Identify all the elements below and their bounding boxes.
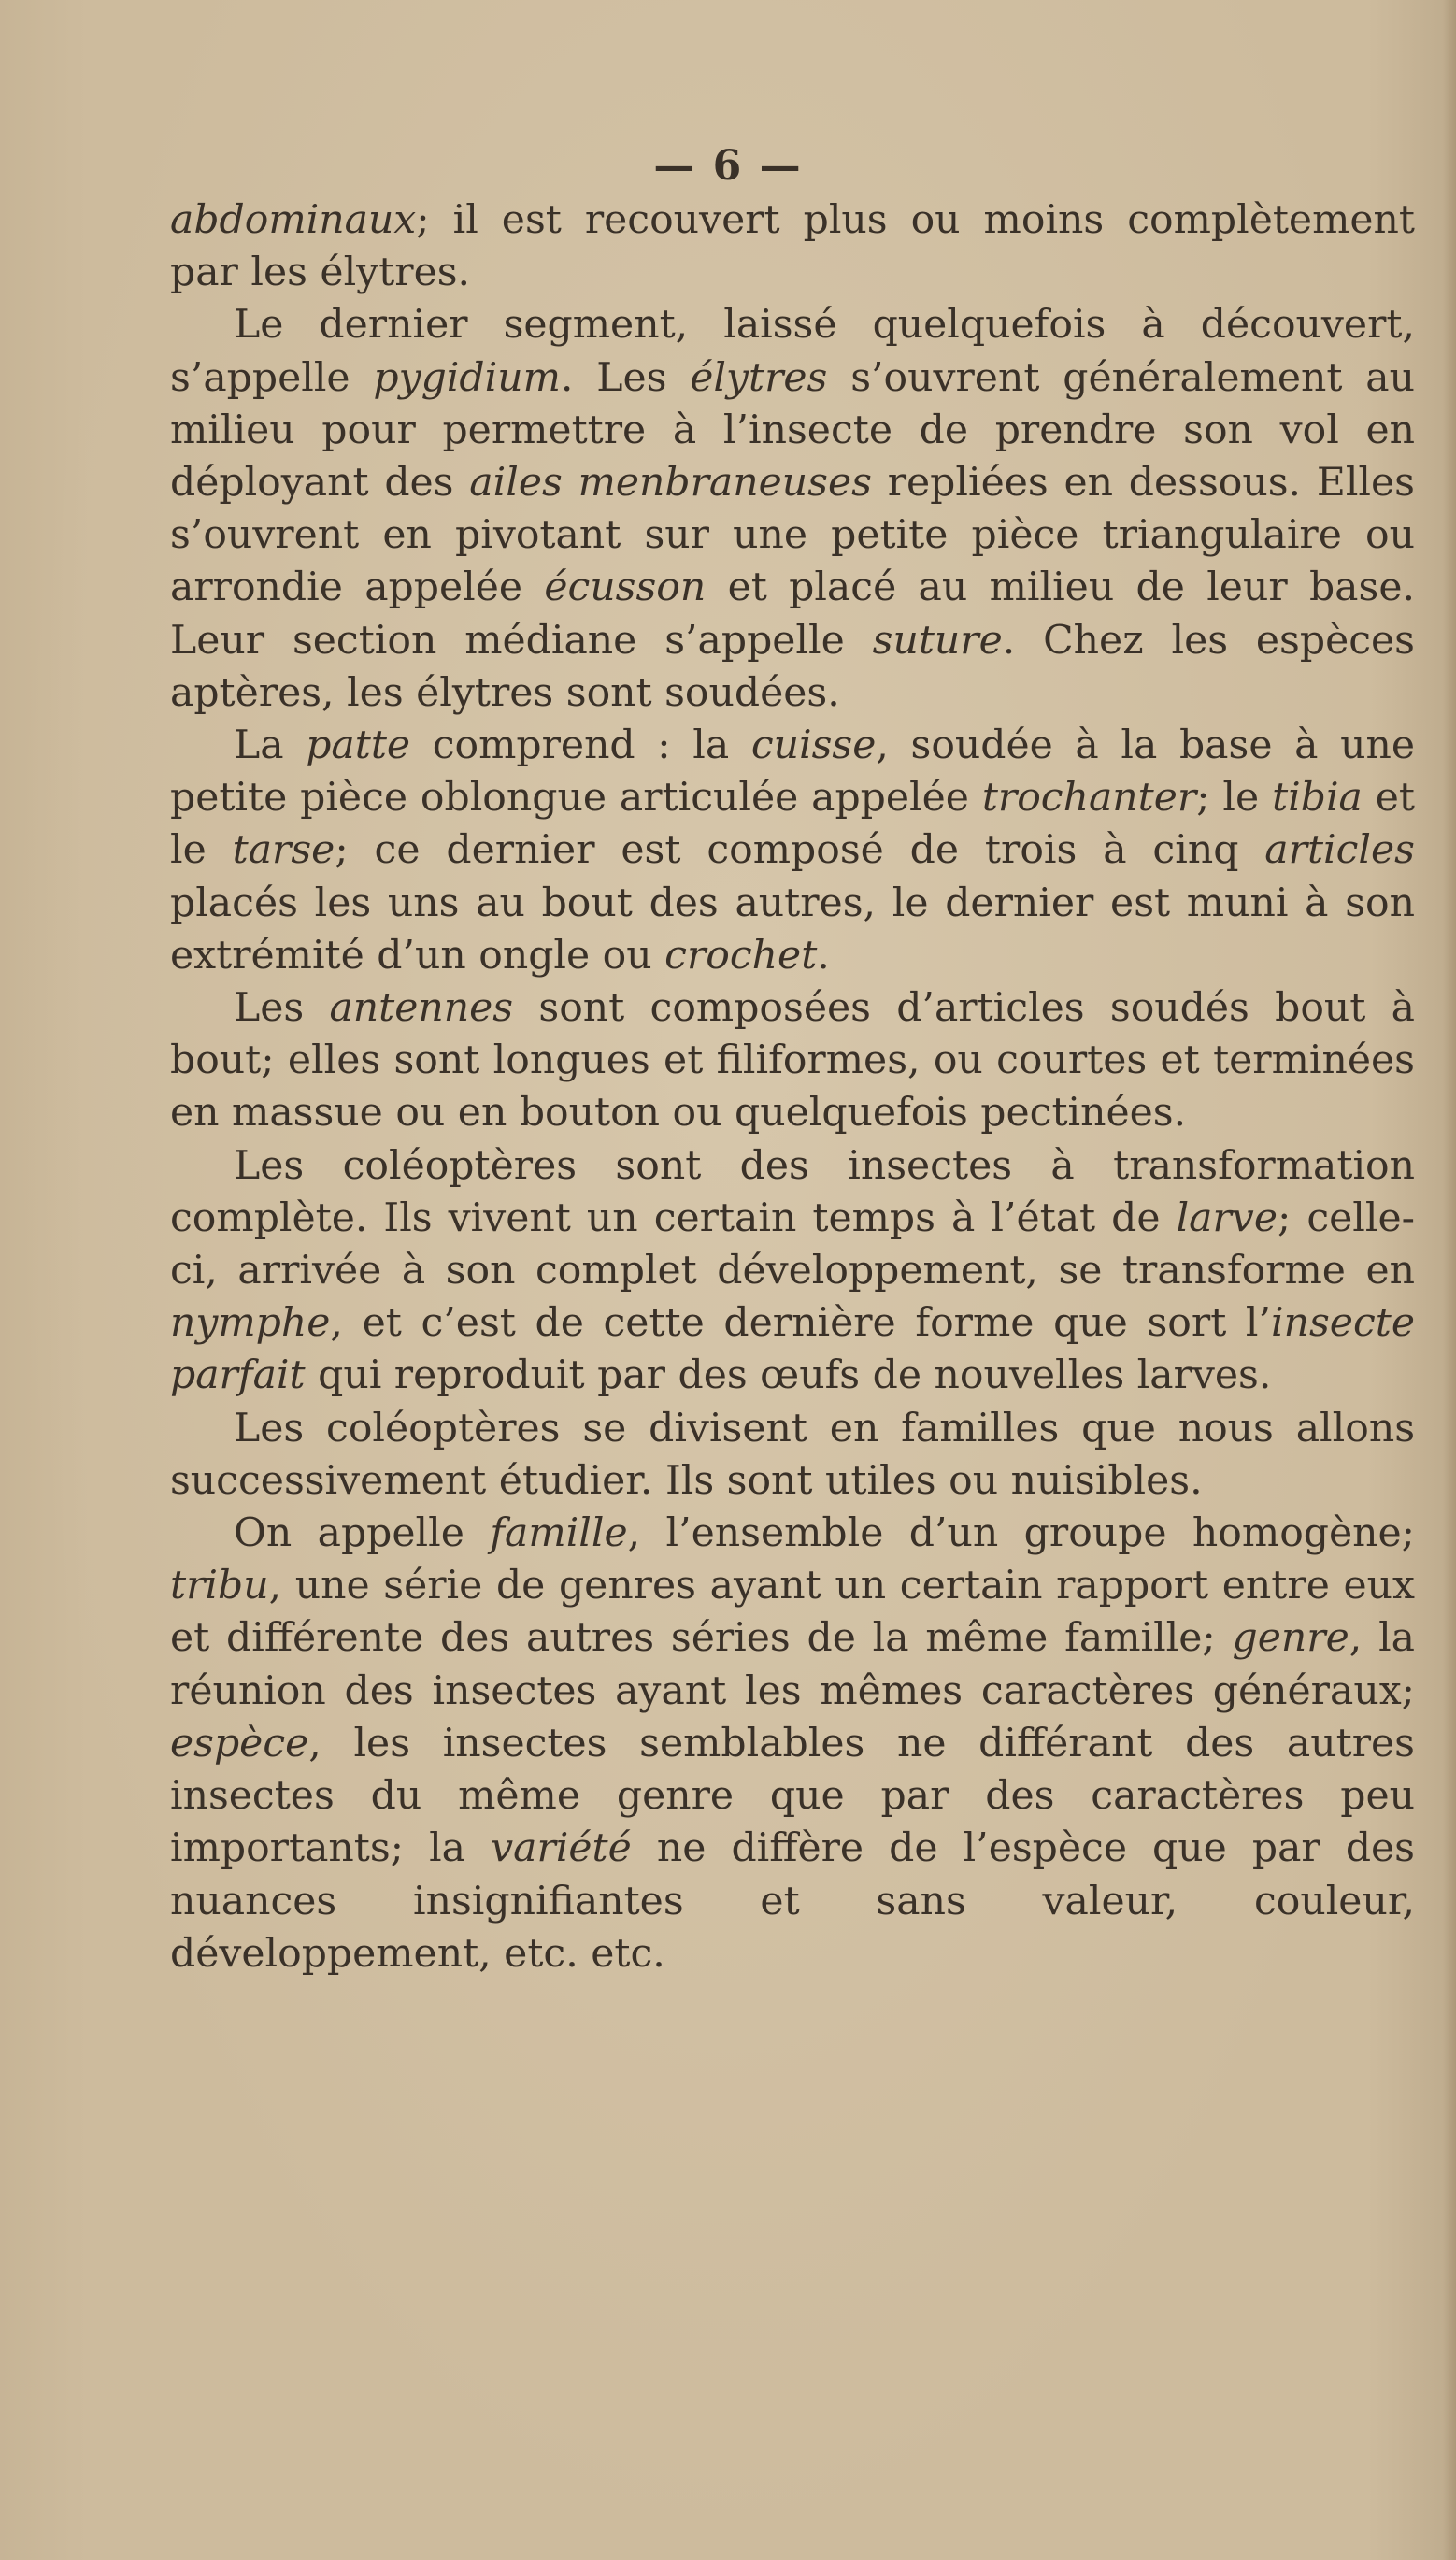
italic-term: famille xyxy=(490,1510,628,1557)
italic-term: larve xyxy=(1176,1194,1278,1241)
italic-term: crochet xyxy=(664,932,818,979)
text-run: et le xyxy=(170,775,1415,874)
text-run: sont composées d’articles soudés bout à bout; elles sont longues et filiformes, ou courtes et terminées en massue ou en bouton ou quelquefois pectinées. xyxy=(170,985,1415,1137)
text-run: , et c’est de cette dernière forme que sort l’ xyxy=(330,1300,1272,1347)
page-number: — 6 — xyxy=(653,142,803,190)
text-run: et placé au milieu de leur base. Leur section médiane s’appelle xyxy=(170,565,1415,664)
text-run: , la réunion des insectes ayant les mêmes caractères généraux; xyxy=(170,1615,1415,1714)
page-edge-shadow xyxy=(1443,0,1456,2560)
text-run: , soudée à la base à une petite pièce oblongue articulée appelée xyxy=(170,722,1415,822)
text-run: ; le xyxy=(1196,775,1273,822)
paragraph-3 xyxy=(170,720,1415,982)
paragraph-1 xyxy=(170,194,1415,299)
italic-term: antennes xyxy=(329,985,514,1032)
italic-term: pygidium xyxy=(373,354,561,401)
text-run: Les xyxy=(234,985,330,1032)
italic-term: espèce xyxy=(170,1720,309,1766)
paragraph-6 xyxy=(170,1403,1415,1508)
italic-term: genre xyxy=(1232,1615,1349,1662)
text-run: . Les xyxy=(560,354,691,401)
text-run: s’ouvrent généralement au milieu pour permettre à l’insecte de prendre son vol en déployant des xyxy=(170,354,1415,507)
italic-term: variété xyxy=(491,1825,632,1872)
text-run: placés les uns au bout des autres, le dernier est muni à son extrémité d’un ongle ou xyxy=(170,880,1415,979)
italic-term: nymphe xyxy=(170,1300,331,1347)
paragraph-5 xyxy=(170,1140,1415,1403)
text-run: ; il est recouvert plus ou moins complètement par les élytres. xyxy=(170,197,1415,296)
italic-term: trochanter xyxy=(981,775,1197,822)
text-run: ; ce dernier est composé de trois à cinq xyxy=(335,827,1265,874)
text-run: Le dernier segment, laissé quelquefois à découvert, s’appelle xyxy=(170,302,1415,401)
italic-term: abdominaux xyxy=(170,197,417,243)
italic-term: tibia xyxy=(1272,775,1363,822)
italic-term: élytres xyxy=(690,354,828,401)
text-run: ne diffère de l’espèce que par des nuances insignifiantes et sans valeur, couleur, développement, etc. etc. xyxy=(170,1825,1415,1977)
italic-term: insecte parfait xyxy=(170,1300,1415,1399)
paragraph-7 xyxy=(170,1508,1415,1981)
italic-term: tribu xyxy=(170,1563,269,1609)
text-run: Les coléoptères se divisent en familles que nous allons successivement étudier. Ils sont utiles ou nuisibles. xyxy=(170,1405,1415,1504)
italic-term: patte xyxy=(306,722,411,769)
text-run: Les coléoptères sont des insectes à transformation complète. Ils vivent un certain temps à l’état de xyxy=(170,1142,1415,1241)
italic-term: ailes menbraneuses xyxy=(469,460,872,507)
italic-term: tarse xyxy=(232,827,335,874)
italic-term: suture xyxy=(872,617,1003,664)
body-text xyxy=(170,194,1415,1981)
text-run: , une série de genres ayant un certain rapport entre eux et différente des autres séries de la même famille; xyxy=(170,1563,1415,1662)
text-run: La xyxy=(234,722,307,769)
text-run: , l’ensemble d’un groupe homogène; xyxy=(627,1510,1415,1557)
text-run: comprend : la xyxy=(410,722,751,769)
italic-term: cuisse xyxy=(750,722,877,769)
text-run: . xyxy=(817,932,830,979)
text-run: On appelle xyxy=(234,1510,491,1557)
text-run: , les insectes semblables ne différant des autres insectes du même genre que par des caractères peu importants; la xyxy=(170,1720,1415,1872)
italic-term: écusson xyxy=(544,565,707,611)
italic-term: articles xyxy=(1264,827,1415,874)
text-run: . Chez les espèces aptères, les élytres sont soudées. xyxy=(170,617,1415,716)
text-run: qui reproduit par des œufs de nouvelles larves. xyxy=(305,1352,1272,1399)
paragraph-4 xyxy=(170,982,1415,1140)
text-run: ; celle-ci, arrivée à son complet développement, se transforme en xyxy=(170,1194,1415,1294)
text-run: repliées en dessous. Elles s’ouvrent en pivotant sur une petite pièce triangulaire ou arrondie appelée xyxy=(170,460,1415,611)
paragraph-2 xyxy=(170,299,1415,720)
